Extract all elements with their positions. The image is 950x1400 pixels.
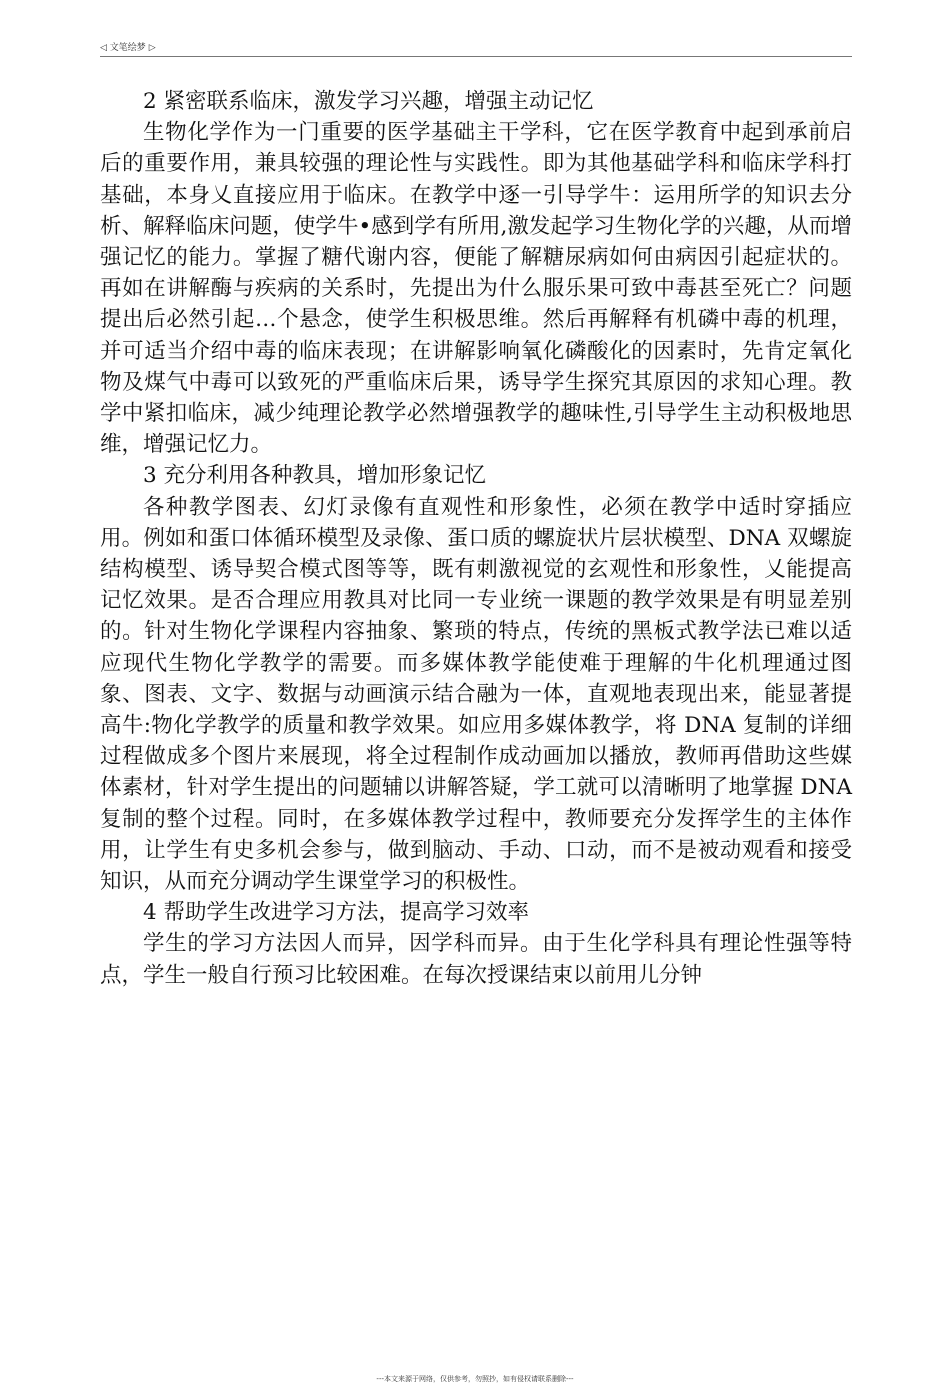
section-4-paragraph: 学生的学习方法因人而异，因学科而异。由于生化学科具有理论性强等特点，学生一般自行预习比较困难。在每次授课结束以前用儿分钟 — [100, 931, 852, 988]
right-triangle-icon: ▷ — [148, 43, 156, 53]
section-2-paragraph: 生物化学作为一门重要的医学基础主干学科，它在医学教育中起到承前启后的重要作用，兼具较强的理论性与实践性。即为其他基础学科和临床学科打基础，本身乂直接应用于临床。在教学中逐一引导学牛：运用所学的知识去分析、解释临床问题，使学牛•感到学有所用,激发起学习生物化学的兴趣，从而增强记忆的能力。掌握了糖代谢内容，便能了解糖尿病如何由病因引起症状的。再如在讲解酶与疾病的关系时，先提出为什么服乐果可致中毒甚至死亡？问题提出后必然引起…个悬念，使学生积极思维。然后再解释有机磷中毒的机理，并可适当介绍中毒的临床表现；在讲解影响氧化磷酸化的因素时，先肯定氧化物及煤气中毒可以致死的严重临床后果，诱导学生探究其原因的求知心理。教学中紧扣临床，减少纯理论教学必然增强教学的趣味性,引导学生主动积极地思维，增强记忆力。 — [100, 120, 852, 458]
left-triangle-icon: ◁ — [100, 43, 107, 53]
page-footer: ---本文来源于网络，仅供参考，勿照抄，如有侵权请联系删除--- — [376, 1375, 574, 1383]
page-header — [100, 36, 852, 57]
header-left — [100, 40, 156, 53]
section-3-heading: 3 充分利用各种教具，增加形象记忆 — [143, 463, 487, 489]
section-4-heading: 4 帮助学生改进学习方法，提高学习效率 — [143, 900, 530, 926]
document-body — [100, 86, 852, 991]
section-2-heading: 2 紧密联系临床，激发学习兴趣，增强主动记忆 — [143, 89, 594, 114]
section-3-paragraph: 各种教学图表、幻灯录像有直观性和形象性，必须在教学中适时穿插应用。例如和蛋口体循环模型及录像、蛋口质的螺旋状片层状模型、DNA 双螺旋结构模型、诱导契合模式图等等，既有刺激视觉的玄观性和形象性，乂能提高记忆效果。是否合理应用教具对比同一专业统一课题的教学效果是有明显差别的。针对生物化学课程内容抽象、繁琐的特点，传统的黑板式教学法已难以适应现代生物化学教学的需要。而多媒体教学能使难于理解的牛化机理通过图象、图表、文字、数据与动画演示结合融为一体，直观地表现出来，能显著提高牛:物化学教学的质量和教学效果。如应用多媒体教学，将 DNA 复制的详细过程做成多个图片来展现，将全过程制作成动画加以播放，教师再借助这些媒体素材，针对学生提出的问题辅以讲解答疑，学工就可以清晰明了地掌握 DNA 复制的整个过程。同时，在多媒体教学过程中，教师要充分发挥学生的主体作用，让学生有史多机会参与，做到脑动、手动、口动，而不是被动观看和接受知识，从而充分调动学生课堂学习的积极性。 — [100, 494, 852, 895]
header-text: 文笔绘梦 — [109, 43, 146, 53]
